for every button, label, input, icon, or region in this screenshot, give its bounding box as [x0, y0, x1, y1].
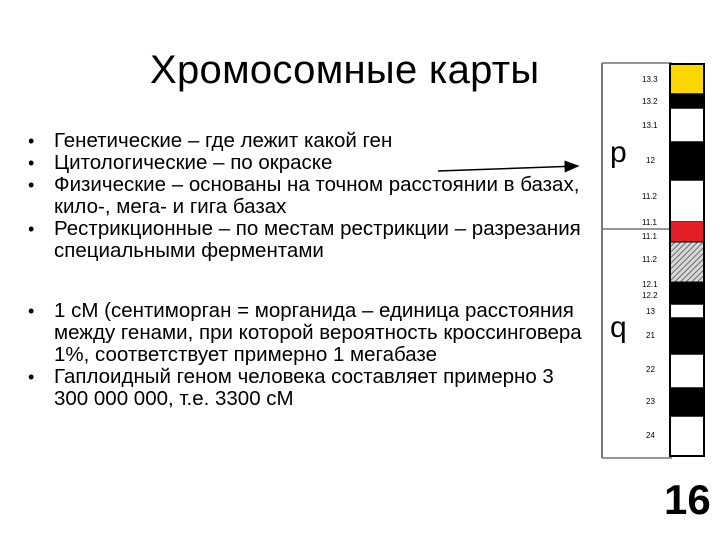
bullet-dot: •: [28, 153, 35, 173]
band-q23: [670, 388, 704, 416]
chromosome-bands: [670, 64, 704, 456]
band-q13: [670, 304, 704, 318]
band-label: 11.1: [642, 218, 657, 227]
band-q21: [670, 318, 704, 354]
bullet-text: Цитологические – по окраске: [54, 151, 333, 174]
arm-label-p: p: [610, 136, 627, 169]
bullet-text: Физические – основаны на точном расстоянии в базах, кило-, мега- и гига базах: [54, 173, 580, 218]
band-centromere: [670, 222, 704, 242]
band-label: 23: [646, 397, 655, 406]
band-label: 12.2: [642, 291, 658, 300]
band-label: 24: [646, 431, 655, 440]
bullet-dot: •: [28, 367, 35, 387]
band-label: 12: [646, 156, 655, 165]
bullet-dot: •: [28, 175, 35, 195]
bullet-text: Гаплоидный геном человека составляет примерно 3 300 000 000, т.е. 3300 сМ: [54, 365, 554, 410]
band-p11-2: [670, 180, 704, 222]
band-p12: [670, 142, 704, 180]
bullet-dot: •: [28, 219, 35, 239]
arm-label-q: q: [610, 311, 627, 344]
bullet-dot: •: [28, 131, 35, 151]
band-q12-1: [670, 282, 704, 304]
band-label: 13.2: [642, 97, 658, 106]
bullet-text: 1 сМ (сентиморган = морганида – единица расстояния между генами, при которой вероятность кроссинговера 1%, соответствует примерно 1 мегабазе: [54, 299, 582, 366]
band-p13-2: [670, 94, 704, 108]
band-label: 11.2: [642, 192, 657, 201]
bullet-text: Генетические – где лежит какой ген: [54, 129, 393, 152]
band-label: 13.3: [642, 75, 658, 84]
band-label: 22: [646, 365, 655, 374]
bullet-text: Рестрикционные – по местам рестрикции – разрезания специальными ферментами: [54, 217, 581, 262]
band-label: 11.1: [642, 232, 657, 241]
band-label: 11.2: [642, 255, 657, 264]
band-q22: [670, 354, 704, 388]
band-label: 13: [646, 307, 655, 316]
band-p13-1: [670, 108, 704, 142]
band-label: 13.1: [642, 121, 658, 130]
band-q11-2: [670, 242, 704, 282]
chromosome-number: 16: [664, 476, 711, 523]
band-label: 12.1: [642, 280, 658, 289]
slide-title: Хромосомные карты: [150, 48, 540, 92]
bullet-dot: •: [28, 301, 35, 321]
pointer-arrow: [438, 166, 578, 171]
band-labels: [642, 75, 658, 440]
band-p13-3: [670, 64, 704, 94]
band-q24: [670, 416, 704, 456]
band-label: 21: [646, 331, 655, 340]
